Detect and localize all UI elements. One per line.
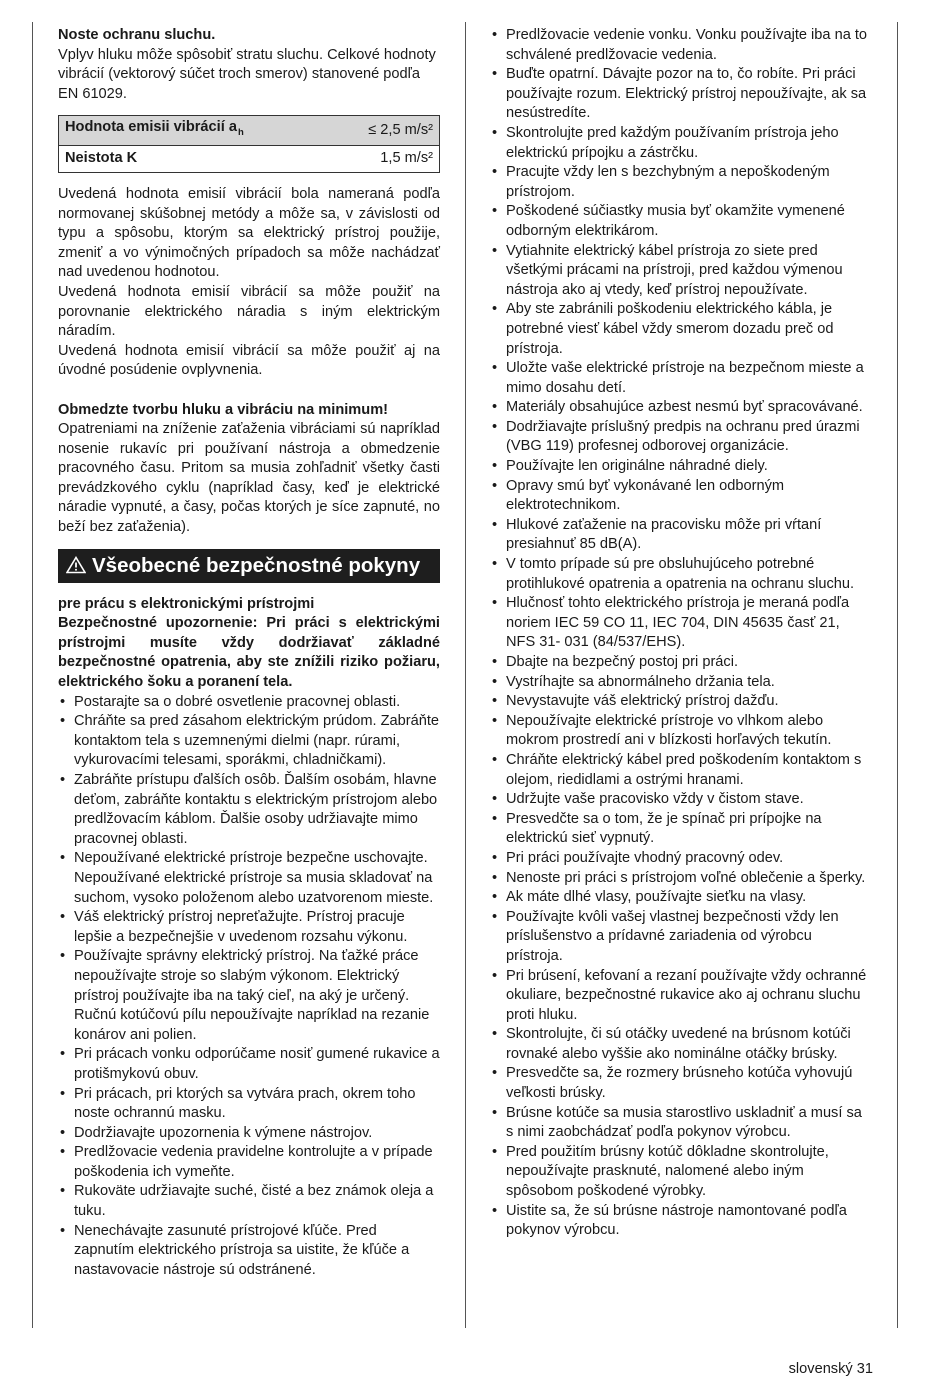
list-item: • Opravy smú byť vykonávané len odborným elektrotechnikom.: [490, 477, 872, 516]
right-column: [490, 26, 872, 1241]
list-item: • Ak máte dlhé vlasy, používajte sieťku na vlasy.: [490, 888, 872, 908]
safety-warning-text: Bezpečnostné upozornenie: Pri práci s elektrickými prístrojmi musíte vždy dodržiavať základné bezpečnostné opatrenia, aby ste znížili riziko požiaru, elektrického šoku a poranení tela.: [58, 615, 440, 691]
list-item: • Dbajte na bezpečný postoj pri práci.: [490, 653, 872, 673]
left-column: [58, 26, 440, 1280]
uncertainty-value: 1,5 m/s²: [330, 145, 440, 172]
list-item: • Váš elektrický prístroj nepreťažujte. Prístroj pracuje lepšie a bezpečnejšie v uvedenom rozsahu výkonu.: [58, 908, 440, 947]
list-item: • Dodržiavajte príslušný predpis na ochranu pred úrazmi (VBG 119) profesnej odborovej organizácie.: [490, 418, 872, 457]
list-item: • Uložte vaše elektrické prístroje na bezpečnom mieste a mimo dosahu detí.: [490, 359, 872, 398]
list-item: • Predlžovacie vedenie vonku. Vonku používajte iba na to schválené predlžovacie vedenia.: [490, 26, 872, 65]
list-item: • Hlučnosť tohto elektrického prístroja je meraná podľa noriem IEC 59 CO 11, IEC 704, DIN 45635 časť 21, NFS 31- 031 (84/537/EHS).: [490, 594, 872, 653]
list-item: • Vytiahnite elektrický kábel prístroja zo siete pred všetkými prácami na prístroji, pred každou výmenou nástroja ako aj vtedy, keď prístroj nepoužívate.: [490, 242, 872, 301]
vibration-paragraph-3: Uvedená hodnota emisií vibrácií sa môže použiť aj na úvodné posúdenie ovplyvnenia.: [58, 342, 440, 379]
list-item: • Predlžovacie vedenia pravidelne kontrolujte a v prípade poškodenia ich vymeňte.: [58, 1143, 440, 1182]
list-item: • Hlukové zaťaženie na pracovisku môže pri vŕtaní presiahnuť 85 dB(A).: [490, 516, 872, 555]
electronic-devices-subheading: pre prácu s elektronickými prístrojmi: [58, 595, 315, 612]
list-item: • Používajte kvôli vašej vlastnej bezpečnosti vždy len príslušenstvo a prídavné zariadenia od výrobcu prístroja.: [490, 908, 872, 967]
list-item: • Nevystavujte váš elektrický prístroj dažďu.: [490, 692, 872, 712]
vibration-emission-label: Hodnota emisii vibrácií a: [65, 119, 237, 136]
vibration-paragraph-1: Uvedená hodnota emisií vibrácií bola nameraná podľa normovanej skúšobnej metódy a môže sa, v závislosti od typu a spôsobu, ktorým sa elektrický prístroj použije, zmeniť a vo výnimočných prípadoch sa môže nachádzať nad uvedenou hodnotou.: [58, 185, 440, 281]
list-item: • Vystríhajte sa abnormálneho držania tela.: [490, 673, 872, 693]
minimize-noise-heading: Obmedzte tvorbu hluku a vibráciu na minimum!: [58, 401, 389, 418]
list-item: • Uistite sa, že sú brúsne nástroje namontované podľa pokynov výrobcu.: [490, 1202, 872, 1241]
vibration-values-table: [58, 115, 440, 173]
safety-section-title: Všeobecné bezpečnostné pokyny: [92, 553, 421, 577]
right-safety-list: [490, 26, 872, 1241]
list-item: • Zabráňte prístupu ďalších osôb. Ďalším osobám, hlavne deťom, zabráňte kontaktu s elektrickým prístrojom alebo predlžovacím káblom. Ďalšie osoby udržiavajte mimo pracovnej oblasti.: [58, 771, 440, 849]
list-item: • Pracujte vždy len s bezchybným a nepoškodeným prístrojom.: [490, 163, 872, 202]
minimize-noise-text: Opatreniami na zníženie zaťaženia vibráciami sú napríklad nosenie rukavíc pri používaní nástroja a obmedzenie pracovného času. Pritom sa musia zohľadniť všetky časti prevádzkového cyklu (napríklad časy, keď je elektrické náradie vypnuté, a časy, počas ktorých je síce zapnuté, no beží bez zaťaženia).: [58, 421, 440, 536]
list-item: • Presvedčte sa o tom, že je spínač pri prípojke na elektrickú sieť vypnutý.: [490, 810, 872, 849]
center-column-rule: [465, 22, 466, 1328]
left-margin-rule: [32, 22, 33, 1328]
list-item: • Pri prácach, pri ktorých sa vytvára prach, okrem toho noste ochrannú masku.: [58, 1085, 440, 1124]
list-item: • Dodržiavajte upozornenia k výmene nástrojov.: [58, 1124, 440, 1144]
list-item: • Nepoužívajte elektrické prístroje vo vlhkom alebo mokrom prostredí ani v blízkosti horľavých tekutín.: [490, 712, 872, 751]
vibration-emission-subscript: h: [237, 127, 244, 139]
list-item: • Nenechávajte zasunuté prístrojové kľúče. Pred zapnutím elektrického prístroja sa uistite, že kľúče a nastavovacie nástroje sú odstránené.: [58, 1222, 440, 1281]
noise-protection-text: Vplyv hluku môže spôsobiť stratu sluchu. Celkové hodnoty vibrácií (vektorový súčet troch smerov) stanovené podľa EN 61029.: [58, 46, 436, 102]
list-item: • Používajte len originálne náhradné diely.: [490, 457, 872, 477]
list-item: • Udržujte vaše pracovisko vždy v čistom stave.: [490, 790, 872, 810]
list-item: • Rukoväte udržiavajte suché, čisté a bez známok oleja a tuku.: [58, 1182, 440, 1221]
list-item: • Používajte správny elektrický prístroj. Na ťažké práce nepoužívajte stroje so slabým výkonom. Elektrický prístroj používajte iba na taký cieľ, na aký je určený. Ručnú kotúčovú pílu nepoužívajte napríklad na rezanie konárov ani polien.: [58, 947, 440, 1045]
uncertainty-row: [59, 145, 440, 172]
list-item: • Skontrolujte, či sú otáčky uvedené na brúsnom kotúči rovnaké alebo vyššie ako nominálne otáčky brúsky.: [490, 1025, 872, 1064]
list-item: • Chráňte elektrický kábel pred poškodením kontaktom s olejom, riedidlami a ostrými hranami.: [490, 751, 872, 790]
list-item: • Skontrolujte pred každým používaním prístroja jeho elektrickú prípojku a zástrčku.: [490, 124, 872, 163]
safety-section-title-bar: [58, 549, 440, 583]
vibration-paragraph-2: Uvedená hodnota emisií vibrácií sa môže použiť na porovnanie elektrického náradia s iným elektrickým náradím.: [58, 283, 440, 340]
list-item: • Nepoužívané elektrické prístroje bezpečne uschovajte. Nepoužívané elektrické prístroje sa musia skladovať na suchom, vysoko položenom alebo uzatvorenom mieste.: [58, 849, 440, 908]
list-item: • Postarajte sa o dobré osvetlenie pracovnej oblasti.: [58, 693, 440, 713]
noise-protection-heading: Noste ochranu sluchu.: [58, 27, 216, 43]
right-margin-rule: [897, 22, 898, 1328]
list-item: • Presvedčte sa, že rozmery brúsneho kotúča vyhovujú veľkosti brúsky.: [490, 1064, 872, 1103]
list-item: • Pri práci používajte vhodný pracovný odev.: [490, 849, 872, 869]
left-safety-list: [58, 693, 440, 1281]
vibration-emission-value: ≤ 2,5 m/s²: [330, 116, 440, 146]
list-item: • Chráňte sa pred zásahom elektrickým prúdom. Zabráňte kontaktom tela s uzemnenými dielmi (napr. rúrami, vykurovacími telesami, sporákmi, chladničkami).: [58, 712, 440, 771]
list-item: • Aby ste zabránili poškodeniu elektrického kábla, je potrebné viesť kábel vždy smerom dozadu preč od prístroja.: [490, 300, 872, 359]
list-item: • Nenoste pri práci s prístrojom voľné oblečenie a šperky.: [490, 869, 872, 889]
list-item: • Pri prácach vonku odporúčame nosiť gumené rukavice a protišmykovú obuv.: [58, 1045, 440, 1084]
page-footer: slovenský 31: [788, 1361, 873, 1377]
list-item: • Brúsne kotúče sa musia starostlivo uskladniť a musí sa s nimi zaobchádzať podľa pokynov výrobcu.: [490, 1104, 872, 1143]
vibration-emission-row: [59, 116, 440, 146]
list-item: • Materiály obsahujúce azbest nesmú byť spracovávané.: [490, 398, 872, 418]
list-item: • Poškodené súčiastky musia byť okamžite vymenené odborným elektrikárom.: [490, 202, 872, 241]
list-item: • Pri brúsení, kefovaní a rezaní používajte vždy ochranné okuliare, bezpečnostné rukavice ako aj ochranu sluchu proti hluku.: [490, 967, 872, 1026]
list-item: • Pred použitím brúsny kotúč dôkladne skontrolujte, nepoužívajte prasknuté, nalomené alebo iným spôsobom poškodené výrobky.: [490, 1143, 872, 1202]
uncertainty-label: Neistota K: [59, 145, 330, 172]
list-item: • V tomto prípade sú pre obsluhujúceho potrebné protihlukové opatrenia a opatrenia na ochranu sluchu.: [490, 555, 872, 594]
warning-triangle-icon: [66, 556, 86, 574]
list-item: • Buďte opatrní. Dávajte pozor na to, čo robíte. Pri práci používajte rozum. Elektrický prístroj nepoužívajte, ak sa nesústredíte.: [490, 65, 872, 124]
